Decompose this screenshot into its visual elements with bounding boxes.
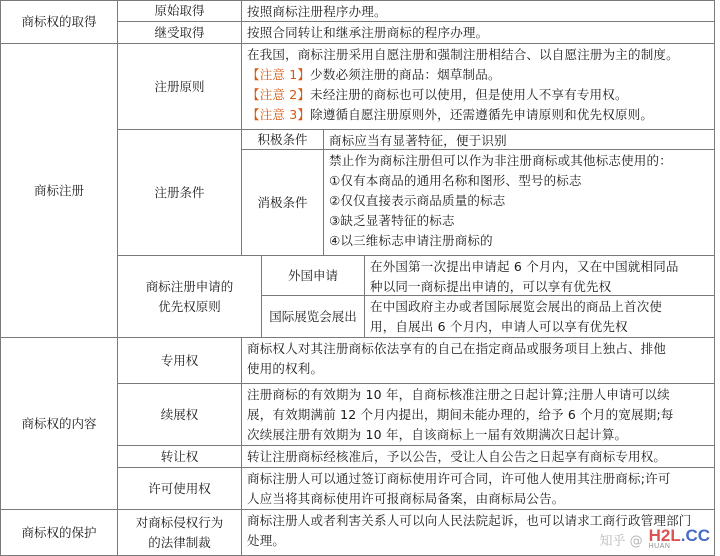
text-line: 对商标侵权行为 [135, 514, 224, 530]
desc-exclusive-right [242, 338, 715, 384]
col2-renewal-right: 续展权 [118, 384, 242, 446]
col2-legal-sanctions [118, 510, 242, 556]
text-line: 的法律制裁 [148, 534, 211, 550]
col1-trademark-protection: 商标权的保护 [0, 510, 118, 556]
text-line: 【注意 1】少数必须注册的商品：烟草制品。 [247, 67, 501, 82]
note-label: 【注意 1】 [247, 67, 311, 82]
desc-positive-conditions [324, 130, 715, 150]
text-line: ③缺乏显著特征的标志 [329, 213, 455, 228]
desc-legal-sanctions [242, 510, 715, 556]
col2-priority-principle [118, 256, 262, 338]
col2-registration-conditions: 注册条件 [118, 130, 242, 256]
desc-international-exhibition-lines [370, 297, 710, 337]
desc-original-acquisition-lines [247, 2, 710, 22]
desc-transfer-right [242, 446, 715, 468]
note-label: 【注意 3】 [247, 107, 311, 122]
text-line: 优先权原则 [158, 298, 221, 314]
text-line: 按照合同转让和继承注册商标的程序办理。 [247, 25, 489, 40]
text-line: 在我国，商标注册采用自愿注册和强制注册相结合、以自愿注册为主的制度。 [247, 47, 679, 62]
desc-succession-acquisition-lines [247, 23, 710, 43]
text-line: 在外国第一次提出申请起 6 个月内，又在中国就相同品 [370, 259, 679, 274]
text-line: 商标注册人可以通过签订商标使用许可合同，许可他人使用其注册商标;许可 [247, 471, 671, 486]
text-line: 商标应当有显著特征，便于识别 [329, 133, 507, 148]
col1-trademark-registration: 商标注册 [0, 44, 118, 338]
col2-succession-acquisition: 继受取得 [118, 22, 242, 44]
col1-trademark-content: 商标权的内容 [0, 338, 118, 510]
col3-negative-conditions: 消极条件 [242, 150, 324, 256]
text-line: 在中国政府主办或者国际展览会展出的商品上首次使 [370, 299, 663, 314]
desc-license-right-lines [247, 469, 710, 509]
desc-registration-principles-lines [247, 45, 710, 125]
watermark-text: 知乎 @ [599, 533, 643, 549]
text-line: ②仅仅直接表示商品质量的标志 [329, 193, 506, 208]
desc-renewal-right-lines [247, 385, 710, 445]
text-line: ①仅有本商品的通用名称和图形、型号的标志 [329, 173, 582, 188]
text-line: 使用的权利。 [247, 361, 324, 376]
text-line: 人应当将其商标使用许可报商标局备案，由商标局公告。 [247, 491, 565, 506]
text-line: 种以同一商标提出申请的，可以享有优先权 [370, 279, 612, 294]
text-line: ④以三维标志申请注册商标的 [329, 233, 493, 248]
col3-positive-conditions: 积极条件 [242, 130, 324, 150]
text-line: 商标注册申请的 [145, 278, 234, 294]
note-label: 【注意 2】 [247, 87, 311, 102]
col2-registration-principles: 注册原则 [118, 44, 242, 130]
text-line: 展，有效期满前 12 个月内提出，期间未能办理的，给予 6 个月的宽展期;每 [247, 407, 674, 422]
text-line: 禁止作为商标注册但可以作为非注册商标或其他标志使用的： [329, 153, 672, 168]
col2-license-right: 许可使用权 [118, 468, 242, 510]
desc-succession-acquisition [242, 22, 715, 44]
col1-trademark-acquisition: 商标权的取得 [0, 0, 118, 44]
col2-transfer-right: 转让权 [118, 446, 242, 468]
desc-negative-conditions [324, 150, 715, 256]
desc-license-right [242, 468, 715, 510]
desc-original-acquisition [242, 0, 715, 22]
desc-negative-conditions-lines [329, 151, 710, 251]
h2l-logo: H2L.CC HUAN [648, 526, 710, 550]
desc-foreign-application [365, 256, 715, 296]
text-line: 按照商标注册程序办理。 [247, 4, 387, 19]
col3-international-exhibition: 国际展览会展出 [262, 296, 365, 338]
desc-exclusive-right-lines [247, 339, 710, 379]
desc-registration-principles [242, 44, 715, 130]
desc-international-exhibition [365, 296, 715, 338]
text-line: 商标注册人或者利害关系人可以向人民法院起诉，也可以请求工商行政管理部门 [247, 513, 692, 528]
desc-transfer-right-lines [247, 447, 710, 467]
text-line: 【注意 3】除遵循自愿注册原则外，还需遵循先申请原则和优先权原则。 [247, 107, 654, 122]
col3-foreign-application: 外国申请 [262, 256, 365, 296]
desc-foreign-application-lines [370, 257, 710, 296]
text-line: 次续展注册有效期为 10 年，自该商标上一届有效期满次日起计算。 [247, 427, 628, 442]
text-line: 商标权人对其注册商标依法享有的自己在指定商品或服务项目上独占、排他 [247, 341, 667, 356]
text-line: 注册商标的有效期为 10 年，自商标核准注册之日起计算;注册人申请可以续 [247, 387, 670, 402]
text-line: 转让注册商标经核准后，予以公告，受让人自公告之日起享有商标专用权。 [247, 449, 667, 464]
desc-renewal-right [242, 384, 715, 446]
text-line: 处理。 [247, 533, 286, 548]
desc-legal-sanctions-lines [247, 511, 710, 551]
col2-original-acquisition: 原始取得 [118, 0, 242, 22]
col2-legal-sanctions-lines [136, 513, 224, 553]
desc-positive-conditions-lines [329, 131, 710, 150]
col2-priority-principle-lines [146, 277, 234, 317]
col2-exclusive-right: 专用权 [118, 338, 242, 384]
text-line: 【注意 2】未经注册的商标也可以使用，但是使用人不享有专用权。 [247, 87, 628, 102]
text-line: 用，自展出 6 个月内，申请人可以享有优先权 [370, 319, 628, 334]
